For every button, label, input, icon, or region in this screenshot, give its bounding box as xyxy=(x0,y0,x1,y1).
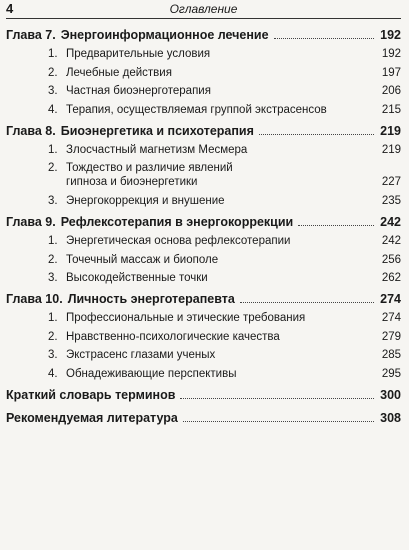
dot-leader xyxy=(183,420,374,422)
section-title: Профессиональные и этические требования xyxy=(66,311,306,324)
section-entry[interactable] xyxy=(48,143,401,157)
section-page: 274 xyxy=(381,311,401,324)
section-page: 206 xyxy=(381,85,401,98)
section-entry[interactable] xyxy=(48,234,401,248)
section-entry[interactable] xyxy=(48,161,401,189)
running-title: Оглавление xyxy=(169,2,238,16)
section-page: 215 xyxy=(381,104,401,117)
chapter-9-sections xyxy=(48,234,401,285)
section-page: 295 xyxy=(381,367,401,380)
back-matter-page: 308 xyxy=(380,410,401,425)
section-page: 256 xyxy=(381,253,401,266)
page-number: 4 xyxy=(6,1,14,16)
chapter-number: Глава 7. xyxy=(6,28,56,42)
glossary-entry[interactable] xyxy=(6,386,401,405)
section-number: 3. xyxy=(48,272,58,285)
section-entry[interactable] xyxy=(48,330,401,344)
section-page: 262 xyxy=(381,272,401,285)
section-number: 3. xyxy=(48,195,58,208)
section-page: 192 xyxy=(381,48,401,60)
section-title: Частная биоэнерготерапия xyxy=(66,85,211,98)
chapter-10-sections xyxy=(48,311,401,381)
section-number: 2. xyxy=(48,253,58,266)
chapter-title: Энергоинформационное лечение xyxy=(60,28,269,42)
section-entry[interactable] xyxy=(48,367,401,381)
section-page: 235 xyxy=(381,195,401,208)
section-title-line-1: Тождество и различие явлений xyxy=(66,162,233,175)
section-page: 285 xyxy=(381,349,401,362)
section-title: Лечебные действия xyxy=(66,66,172,79)
section-entry[interactable] xyxy=(48,66,401,80)
section-entry[interactable] xyxy=(48,194,401,208)
section-number: 2. xyxy=(48,330,58,343)
chapter-8-sections xyxy=(48,143,401,208)
section-number: 1. xyxy=(48,234,58,247)
section-page: 219 xyxy=(381,143,401,156)
dot-leader xyxy=(259,133,374,135)
chapter-title: Биоэнергетика и психотерапия xyxy=(60,123,254,138)
section-title xyxy=(66,161,379,189)
section-number: 1. xyxy=(48,48,58,60)
chapter-title: Личность энерготерапевта xyxy=(67,291,235,306)
chapter-9-entry[interactable] xyxy=(6,213,401,232)
back-matter-page: 300 xyxy=(380,387,401,402)
section-entry[interactable] xyxy=(48,84,401,98)
section-entry[interactable] xyxy=(48,271,401,285)
section-number: 1. xyxy=(48,311,58,324)
section-page: 227 xyxy=(381,176,401,189)
section-entry[interactable] xyxy=(48,348,401,362)
section-title: Злосчастный магнетизм Месмера xyxy=(66,143,248,156)
section-number: 3. xyxy=(48,349,58,362)
section-title-line-2: гипноза и биоэнергетики xyxy=(66,176,198,189)
section-entry[interactable] xyxy=(48,47,401,61)
chapter-title: Рефлексотерапия в энергокоррекции xyxy=(60,214,294,229)
back-matter-title: Рекомендуемая литература xyxy=(6,410,178,425)
table-of-contents xyxy=(6,24,401,428)
section-title: Экстрасенс глазами ученых xyxy=(66,349,216,362)
section-number: 1. xyxy=(48,143,58,156)
chapter-number: Глава 8. xyxy=(6,123,56,138)
section-title: Энергетическая основа рефлексотерапии xyxy=(66,234,291,247)
dot-leader xyxy=(180,397,374,399)
chapter-page: 192 xyxy=(380,28,401,42)
section-title: Предварительные условия xyxy=(66,48,211,60)
page-header xyxy=(6,0,401,19)
dot-leader xyxy=(298,224,374,226)
section-page: 242 xyxy=(381,234,401,247)
section-page: 279 xyxy=(381,330,401,343)
section-title: Терапия, осуществляемая группой экстрасенсов xyxy=(66,104,327,117)
chapter-8-entry[interactable] xyxy=(6,122,401,141)
section-number: 4. xyxy=(48,104,58,117)
dot-leader xyxy=(240,301,374,303)
literature-entry[interactable] xyxy=(6,409,401,428)
section-title: Обнадеживающие перспективы xyxy=(66,367,237,380)
section-title: Высокодейственные точки xyxy=(66,272,208,285)
chapter-10-entry[interactable] xyxy=(6,290,401,309)
back-matter-title: Краткий словарь терминов xyxy=(6,387,176,402)
chapter-7-sections xyxy=(48,47,401,117)
section-number: 4. xyxy=(48,367,58,380)
section-title: Энергокоррекция и внушение xyxy=(66,195,225,208)
section-entry[interactable] xyxy=(48,253,401,267)
chapter-7-entry[interactable] xyxy=(6,26,401,45)
section-title: Нравственно-психологические качества xyxy=(66,330,280,343)
section-page: 197 xyxy=(381,66,401,79)
section-number: 2. xyxy=(48,162,58,175)
section-number: 2. xyxy=(48,66,58,79)
section-entry[interactable] xyxy=(48,103,401,117)
section-title: Точечный массаж и биополе xyxy=(66,253,219,266)
chapter-page: 242 xyxy=(380,214,401,229)
chapter-number: Глава 9. xyxy=(6,214,56,229)
section-entry[interactable] xyxy=(48,311,401,325)
chapter-page: 274 xyxy=(380,291,401,306)
section-number: 3. xyxy=(48,85,58,98)
chapter-page: 219 xyxy=(380,123,401,138)
dot-leader xyxy=(274,37,374,39)
chapter-number: Глава 10. xyxy=(6,291,63,306)
